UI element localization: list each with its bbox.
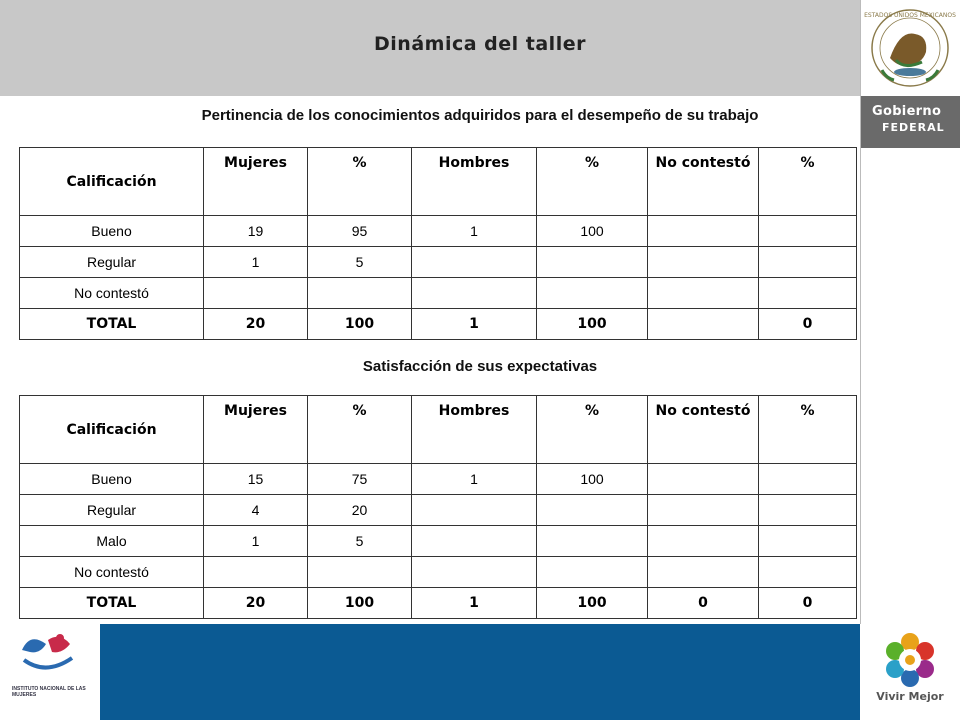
table-row xyxy=(20,464,857,495)
column-header: % xyxy=(308,396,412,464)
table-cell: 5 xyxy=(308,247,412,278)
table-cell: Bueno xyxy=(20,464,204,495)
table-cell: 15 xyxy=(204,464,308,495)
table-cell: 20 xyxy=(308,495,412,526)
table-cell xyxy=(759,557,857,588)
table-row xyxy=(20,557,857,588)
table-cell xyxy=(537,557,648,588)
table-cell xyxy=(412,557,537,588)
table-cell xyxy=(204,557,308,588)
table-cell xyxy=(537,495,648,526)
column-header: Calificación xyxy=(20,148,204,216)
table-row xyxy=(20,247,857,278)
table-cell: No contestó xyxy=(20,278,204,309)
table-cell xyxy=(759,278,857,309)
table-cell: 19 xyxy=(204,216,308,247)
section1-title: Pertinencia de los conocimientos adquiridos para el desempeño de su trabajo xyxy=(201,107,759,124)
table-cell: 100 xyxy=(537,588,648,619)
table-cell xyxy=(648,278,759,309)
column-header: No contestó xyxy=(648,148,759,216)
table-cell: TOTAL xyxy=(20,588,204,619)
table-cell: 100 xyxy=(537,464,648,495)
table-cell xyxy=(412,247,537,278)
federal-label: FEDERAL xyxy=(882,121,945,134)
svg-text:ESTADOS UNIDOS MEXICANOS: ESTADOS UNIDOS MEXICANOS xyxy=(864,12,956,19)
table-cell: 1 xyxy=(412,309,537,340)
table-cell xyxy=(412,495,537,526)
table-cell: Bueno xyxy=(20,216,204,247)
table-cell: Malo xyxy=(20,526,204,557)
pertinencia-table xyxy=(19,147,857,340)
table-cell xyxy=(537,247,648,278)
table-cell: 100 xyxy=(537,216,648,247)
table-cell: 75 xyxy=(308,464,412,495)
table-cell xyxy=(648,247,759,278)
table-cell: 1 xyxy=(204,247,308,278)
table-total-row xyxy=(20,309,857,340)
table-cell: 1 xyxy=(412,588,537,619)
table-row xyxy=(20,495,857,526)
column-header: Mujeres xyxy=(204,148,308,216)
table-cell xyxy=(648,495,759,526)
table-cell: 1 xyxy=(204,526,308,557)
table-cell: 100 xyxy=(308,309,412,340)
vivir-mejor-logo xyxy=(860,624,960,720)
inmujeres-logo xyxy=(0,624,100,720)
column-header: Hombres xyxy=(412,148,537,216)
table-cell: Regular xyxy=(20,247,204,278)
table-cell: No contestó xyxy=(20,557,204,588)
table-header-row xyxy=(20,396,857,464)
table-cell: 5 xyxy=(308,526,412,557)
column-header: % xyxy=(759,396,857,464)
table-cell xyxy=(648,216,759,247)
mexican-seal-logo xyxy=(860,0,960,96)
table-cell: 0 xyxy=(759,309,857,340)
table-cell xyxy=(759,526,857,557)
table-cell: 20 xyxy=(204,588,308,619)
table-row xyxy=(20,216,857,247)
eagle-seal-icon xyxy=(860,0,960,96)
gobierno-label: Gobierno xyxy=(872,104,942,119)
column-header: Hombres xyxy=(412,396,537,464)
table-cell xyxy=(648,557,759,588)
table-cell xyxy=(648,526,759,557)
column-header: No contestó xyxy=(648,396,759,464)
table-cell: Regular xyxy=(20,495,204,526)
table-cell xyxy=(648,309,759,340)
table-cell: 20 xyxy=(204,309,308,340)
inmujeres-icon xyxy=(0,624,100,684)
page-title: Dinámica del taller xyxy=(374,33,586,55)
column-header: Mujeres xyxy=(204,396,308,464)
table-cell xyxy=(759,495,857,526)
table-cell xyxy=(759,464,857,495)
table-cell: 0 xyxy=(759,588,857,619)
column-header: % xyxy=(537,148,648,216)
column-header: % xyxy=(759,148,857,216)
section2-title: Satisfacción de sus expectativas xyxy=(362,358,598,375)
table-cell: 100 xyxy=(308,588,412,619)
table-cell xyxy=(308,278,412,309)
table-cell: 4 xyxy=(204,495,308,526)
column-header: % xyxy=(308,148,412,216)
table-cell xyxy=(412,526,537,557)
table-cell: TOTAL xyxy=(20,309,204,340)
vivir-mejor-label: Vivir Mejor xyxy=(876,690,944,703)
table-cell xyxy=(308,557,412,588)
table-row xyxy=(20,526,857,557)
column-header: Calificación xyxy=(20,396,204,464)
table-total-row xyxy=(20,588,857,619)
table-cell: 1 xyxy=(412,464,537,495)
table-cell xyxy=(412,278,537,309)
table-cell xyxy=(759,216,857,247)
flower-logo-icon xyxy=(860,624,960,690)
column-header: % xyxy=(537,396,648,464)
table-cell: 1 xyxy=(412,216,537,247)
table-cell xyxy=(537,278,648,309)
table-cell: 100 xyxy=(537,309,648,340)
table-cell: 0 xyxy=(648,588,759,619)
inmujeres-label: INSTITUTO NACIONAL DE LAS MUJERES xyxy=(12,686,86,698)
table-cell xyxy=(537,526,648,557)
footer-band xyxy=(100,624,860,720)
table-cell xyxy=(204,278,308,309)
table-row xyxy=(20,278,857,309)
table-cell xyxy=(759,247,857,278)
table-cell xyxy=(648,464,759,495)
table-cell: 95 xyxy=(308,216,412,247)
satisfaccion-table xyxy=(19,395,857,619)
table-header-row xyxy=(20,148,857,216)
